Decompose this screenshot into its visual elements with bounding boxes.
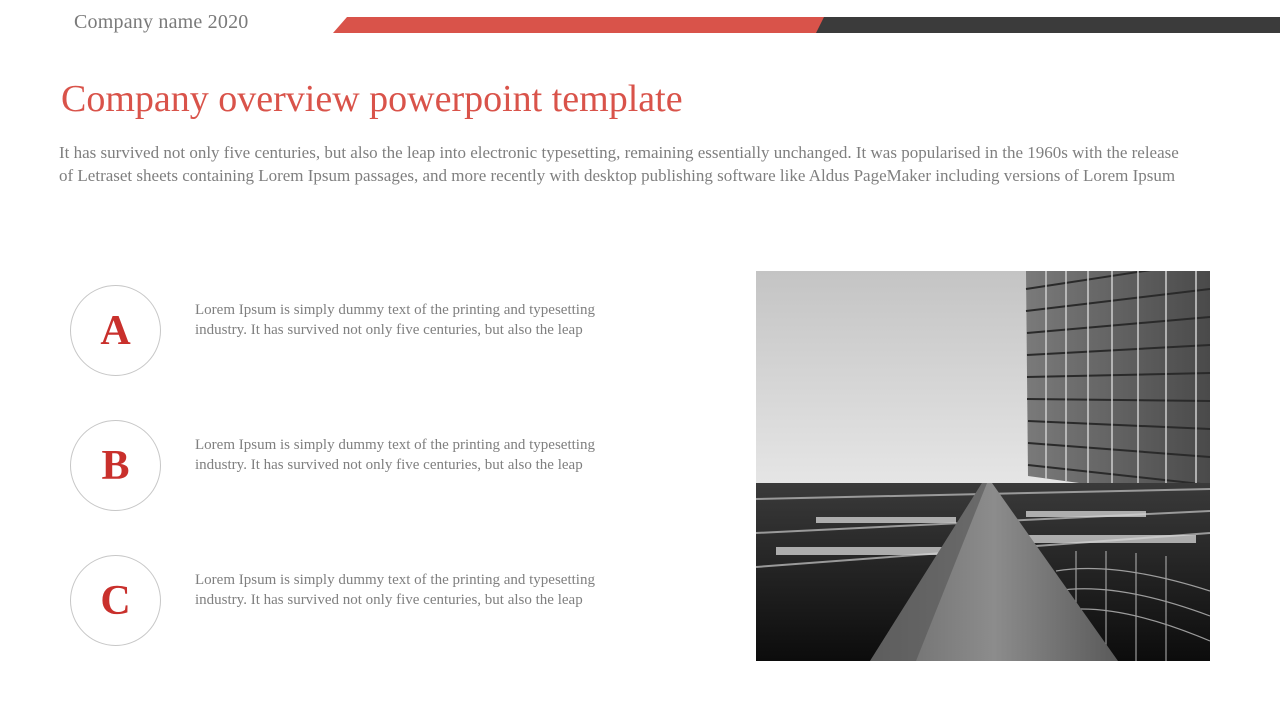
letter-circle: B [70, 420, 161, 511]
letter-circle: A [70, 285, 161, 376]
header-dark-bar [816, 17, 1280, 33]
list-item [70, 555, 630, 649]
list-item [70, 285, 630, 379]
item-text: Lorem Ipsum is simply dummy text of the printing and typesetting industry. It has survived not only five centuries, but also the leap [195, 572, 595, 608]
header-accent-bar [333, 17, 825, 33]
item-text: Lorem Ipsum is simply dummy text of the printing and typesetting industry. It has survived not only five centuries, but also the leap [195, 302, 595, 338]
company-name: Company name 2020 [74, 11, 249, 33]
building-photo [756, 271, 1210, 661]
letter-circle: C [70, 555, 161, 646]
slide-title: Company overview powerpoint template [61, 78, 683, 120]
item-text: Lorem Ipsum is simply dummy text of the printing and typesetting industry. It has survived not only five centuries, but also the leap [195, 437, 595, 473]
list-item [70, 420, 630, 514]
intro-paragraph: It has survived not only five centuries, but also the leap into electronic typesetting, remaining essentially unchanged. It was popularised in the 1960s with the release of Letraset sheets containing Lorem Ipsum passages, and more recently with desktop publishing software like Aldus PageMaker including versions of Lorem Ipsum [59, 143, 1179, 185]
